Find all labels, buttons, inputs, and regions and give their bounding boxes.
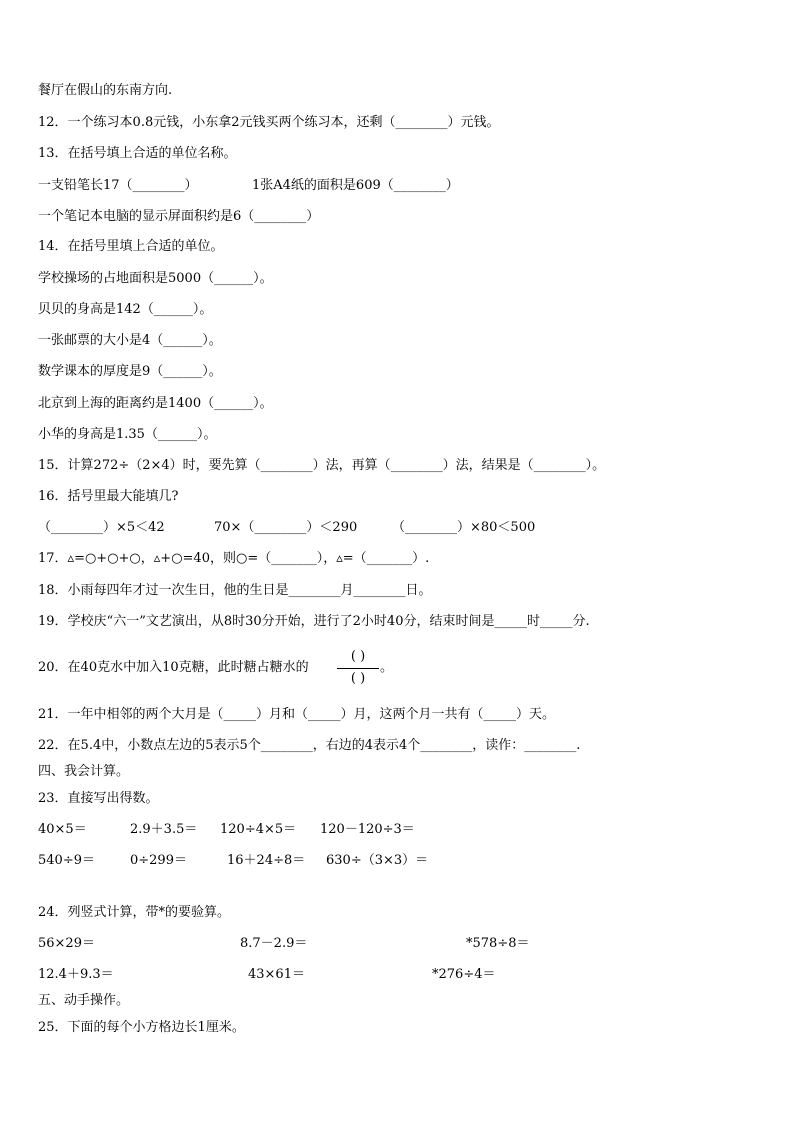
question-16-item-b: 70×（________）＜290 bbox=[214, 520, 358, 535]
question-23: 23．直接写出得数。 bbox=[38, 791, 159, 806]
fraction-bar bbox=[337, 668, 379, 669]
question-17: 17．▵=○+○+○，▵+○=40，则○=（_______），▵=（_______）. bbox=[38, 551, 430, 566]
question-16: 16．括号里最大能填几? bbox=[38, 489, 179, 504]
question-20: 20．在40克水中加入10克糖，此时糖占糖水的 bbox=[38, 660, 309, 675]
question-13: 13．在括号填上合适的单位名称。 bbox=[38, 146, 237, 161]
calc-0-div-299: 0÷299＝ bbox=[130, 853, 187, 868]
question-13-item-laptop: 一个笔记本电脑的显示屏面积约是6（________） bbox=[38, 209, 320, 224]
question-21: 21．一年中相邻的两个大月是（_____）月和（_____）月，这两个月一共有（_____）天。 bbox=[38, 707, 556, 722]
question-14-item-textbook: 数学课本的厚度是9（______）。 bbox=[38, 364, 222, 379]
question-13-item-pencil: 一支铅笔长17（________） bbox=[38, 178, 198, 193]
calc-16-plus: 16＋24÷8＝ bbox=[227, 853, 306, 868]
question-14-item-beibei-height: 贝贝的身高是142（______）。 bbox=[38, 302, 213, 317]
question-14-item-distance: 北京到上海的距离约是1400（______）。 bbox=[38, 396, 273, 411]
question-12: 12．一个练习本0.8元钱，小东拿2元钱买两个练习本，还剩（________）元钱。 bbox=[38, 115, 500, 130]
question-14-item-playground: 学校操场的占地面积是5000（______）。 bbox=[38, 271, 273, 286]
text-line-restaurant: 餐厅在假山的东南方向. bbox=[38, 83, 173, 98]
vertical-calc-43x61: 43×61＝ bbox=[248, 967, 305, 982]
calc-120-minus: 120－120÷3＝ bbox=[320, 822, 415, 837]
section-four-heading: 四、我会计算。 bbox=[38, 764, 130, 779]
question-22: 22．在5.4中，小数点左边的5表示5个________，右边的4表示4个________，读作：________. bbox=[38, 738, 581, 753]
question-14-item-xiaohua-height: 小华的身高是1.35（______）。 bbox=[38, 427, 217, 442]
question-16-item-a: （________）×5＜42 bbox=[38, 520, 165, 535]
question-19: 19．学校庆“六一”文艺演出，从8时30分开始，进行了2小时40分，结束时间是_____时_____分. bbox=[38, 614, 590, 629]
vertical-calc-578-div-8: *578÷8＝ bbox=[466, 936, 530, 951]
question-15: 15．计算272÷（2×4）时，要先算（________）法，再算（________）法，结果是（________）。 bbox=[38, 458, 606, 473]
fraction-numerator: ( ) bbox=[350, 649, 366, 664]
question-13-item-a4-paper: 1张A4纸的面积是609（________） bbox=[252, 178, 459, 193]
calc-630-div: 630÷（3×3）＝ bbox=[326, 853, 429, 868]
question-24: 24．列竖式计算，带*的要验算。 bbox=[38, 905, 231, 920]
question-16-item-c: （________）×80＜500 bbox=[392, 520, 536, 535]
vertical-calc-276-div-4: *276÷4＝ bbox=[432, 967, 496, 982]
question-25: 25．下面的每个小方格边长1厘米。 bbox=[38, 1020, 245, 1035]
fraction-denominator: ( ) bbox=[350, 671, 366, 686]
question-14-item-stamp: 一张邮票的大小是4（______）。 bbox=[38, 333, 222, 348]
question-20-end: 。 bbox=[380, 660, 394, 675]
calc-540-div-9: 540÷9＝ bbox=[38, 853, 95, 868]
vertical-calc-56x29: 56×29＝ bbox=[38, 936, 95, 951]
vertical-calc-8-7-minus: 8.7－2.9＝ bbox=[240, 936, 308, 951]
calc-120-div-4-x5: 120÷4×5＝ bbox=[220, 822, 297, 837]
vertical-calc-12-4-plus: 12.4＋9.3＝ bbox=[38, 967, 114, 982]
calc-2-9-plus-3-5: 2.9＋3.5＝ bbox=[130, 822, 198, 837]
question-14: 14．在括号里填上合适的单位。 bbox=[38, 239, 224, 254]
question-20-fraction-blank bbox=[336, 646, 380, 690]
calc-40x5: 40×5＝ bbox=[38, 822, 87, 837]
section-five-heading: 五、动手操作。 bbox=[38, 993, 130, 1008]
question-18: 18．小雨每四年才过一次生日，他的生日是________月________日。 bbox=[38, 583, 432, 598]
